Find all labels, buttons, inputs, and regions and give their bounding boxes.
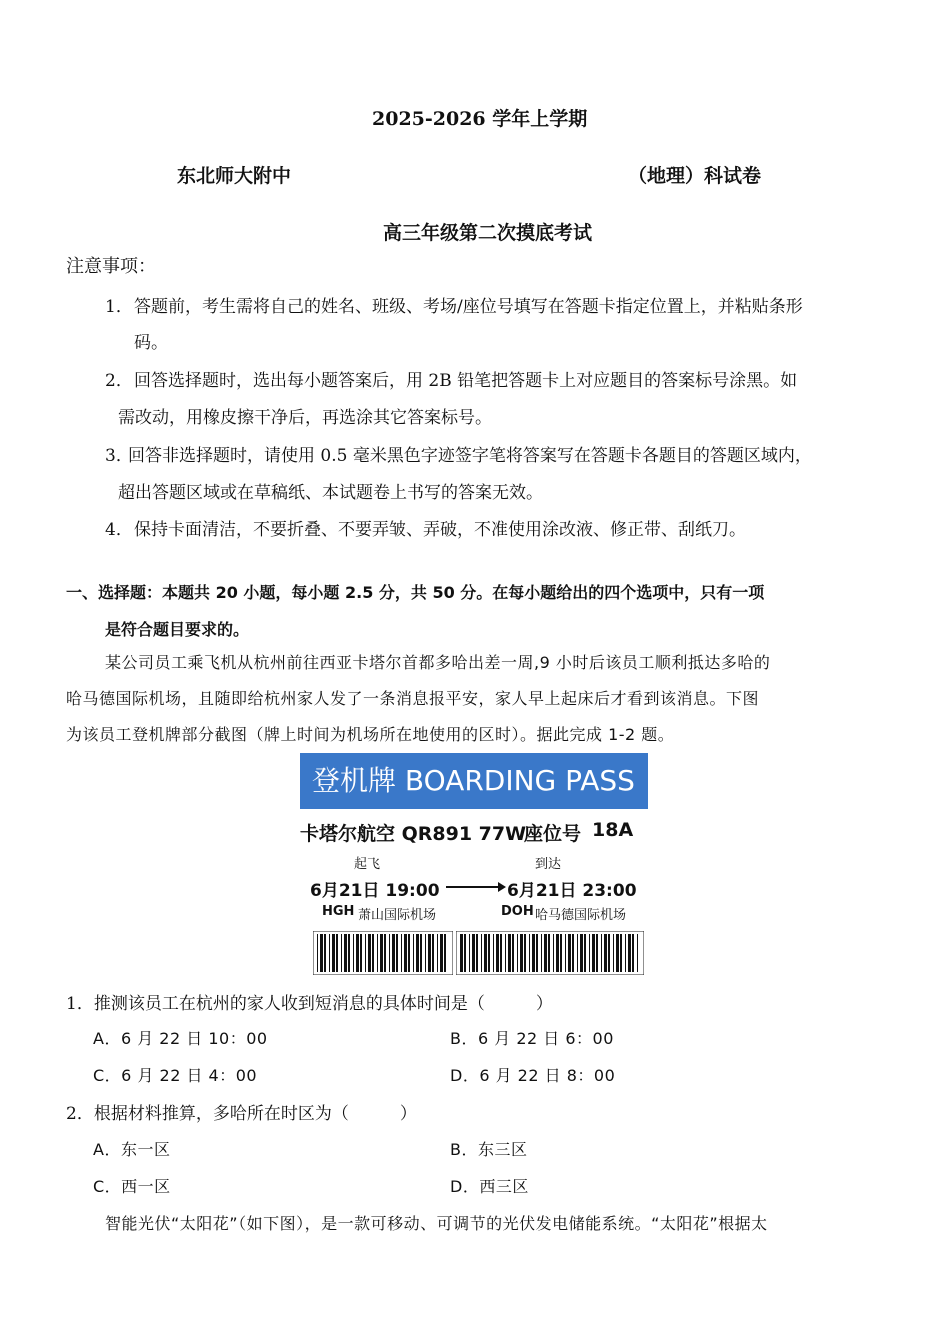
barcode-stripe	[500, 934, 502, 972]
notice-text: 保持卡面清洁，不要折叠、不要弄皱、弄破，不准使用涂改液、修正带、刮纸刀。	[134, 520, 746, 540]
arrow-right-icon	[444, 880, 506, 894]
notice-number: 4．	[105, 520, 133, 540]
depart-airport: 萧山国际机场	[358, 908, 437, 923]
notice-text: 答题前，考生需将自己的姓名、班级、考场/座位号填写在答题卡指定位置上，并粘贴条形	[134, 297, 803, 317]
barcode-stripe	[577, 934, 578, 972]
barcode-stripe	[568, 934, 571, 972]
barcode-stripe	[517, 934, 518, 972]
barcode-stripe	[536, 934, 538, 972]
barcode-stripe	[541, 934, 542, 972]
section-heading: 一、选择题：本题共 20 小题，每小题 2.5 分，共 50 分。在每小题给出的四个选项中，只有一项	[66, 583, 765, 602]
barcode-stripe	[348, 934, 350, 972]
barcode-stripe	[580, 934, 583, 972]
barcode-stripe	[317, 934, 318, 972]
option-a[interactable]: A．东一区	[93, 1140, 171, 1159]
flight-number: 卡塔尔航空 QR891 77W	[300, 823, 527, 845]
arrive-time: 6月21日 23:00	[507, 881, 637, 901]
arrive-code: DOH	[501, 904, 534, 919]
barcode-stripe	[596, 934, 598, 972]
barcode-stripe	[437, 934, 438, 972]
notice-text: 回答选择题时，选出每小题答案后，用 2B 铅笔把答题卡上对应题目的答案标号涂黑。如	[134, 371, 798, 391]
question-stem: 1．推测该员工在杭州的家人收到短消息的具体时间是（ ）	[66, 994, 553, 1014]
barcode-stripe	[372, 934, 374, 972]
barcode-stripe	[608, 934, 610, 972]
barcode-stripe	[420, 934, 422, 972]
exam-name: 高三年级第二次摸底考试	[383, 222, 593, 244]
barcode-stripe	[637, 934, 638, 972]
barcode-stripe	[401, 934, 402, 972]
boarding-pass-title: 登机牌 BOARDING PASS	[300, 753, 648, 809]
depart-time: 6月21日 19:00	[310, 881, 440, 901]
barcode-stripe	[324, 934, 326, 972]
barcode-stripe	[344, 934, 347, 972]
barcode-stripe	[493, 934, 494, 972]
option-b[interactable]: B．6 月 22 日 6：00	[450, 1029, 614, 1048]
barcode-stripe	[604, 934, 607, 972]
barcode-stripe	[616, 934, 619, 972]
barcode-stripe	[532, 934, 535, 972]
barcode-stripe	[548, 934, 550, 972]
notice-text: 需改动，用橡皮擦干净后，再选涂其它答案标号。	[118, 408, 492, 428]
notice-number: 3．	[105, 446, 133, 466]
barcode-stripe	[572, 934, 574, 972]
barcode-stripe	[472, 934, 475, 972]
barcode-stripe	[408, 934, 410, 972]
barcode-stripe	[628, 934, 631, 972]
barcode-stripe	[553, 934, 554, 972]
option-d[interactable]: D．西三区	[450, 1177, 529, 1196]
barcode-stripe	[396, 934, 398, 972]
option-c[interactable]: C．西一区	[93, 1177, 171, 1196]
barcode-stripe	[389, 934, 390, 972]
option-c[interactable]: C．6 月 22 日 4：00	[93, 1066, 258, 1085]
option-a[interactable]: A．6 月 22 日 10：00	[93, 1029, 268, 1048]
barcode-stripe	[560, 934, 562, 972]
barcode-stripe	[392, 934, 395, 972]
barcode-stripe	[336, 934, 338, 972]
arrive-label: 到达	[535, 857, 562, 872]
option-d[interactable]: D．6 月 22 日 8：00	[450, 1066, 616, 1085]
barcode-stripe	[584, 934, 586, 972]
barcode-stripe	[496, 934, 499, 972]
barcode-stripe	[592, 934, 595, 972]
barcode-stripe	[508, 934, 511, 972]
barcode-stripe	[632, 934, 634, 972]
barcode-stripe	[353, 934, 354, 972]
depart-code: HGH	[322, 904, 355, 919]
barcode-stripe	[460, 934, 463, 972]
barcode-stripe	[512, 934, 514, 972]
barcode-stripe	[565, 934, 566, 972]
barcode-stripe	[625, 934, 626, 972]
barcode-stripe	[464, 934, 466, 972]
barcode-stripe	[505, 934, 506, 972]
barcode-stripe	[425, 934, 426, 972]
notice-text: 回答非选择题时，请使用 0.5 毫米黑色字迹签字笔将答案写在答题卡各题目的答题区域内，	[128, 446, 812, 466]
barcode-stripe	[413, 934, 414, 972]
notice-title: 注意事项：	[66, 256, 156, 277]
passage-line: 智能光伏“太阳花”（如下图），是一款可移动、可调节的光伏发电储能系统。“太阳花”根据太	[105, 1214, 768, 1233]
barcode-stripe	[484, 934, 487, 972]
barcode-right	[456, 931, 644, 975]
notice-text: 超出答题区域或在草稿纸、本试题卷上书写的答案无效。	[118, 483, 543, 503]
barcode-stripe	[404, 934, 407, 972]
notice-text: 码。	[134, 333, 168, 353]
barcode-stripe	[365, 934, 366, 972]
barcode-stripe	[384, 934, 386, 972]
seat-number: 18A	[592, 819, 634, 841]
question-stem: 2．根据材料推算，多哈所在时区为（ ）	[66, 1104, 417, 1124]
barcode-left	[313, 931, 453, 975]
barcode-stripe	[589, 934, 590, 972]
section-heading-cont: 是符合题目要求的。	[105, 620, 250, 639]
barcode-stripe	[488, 934, 490, 972]
notice-number: 2．	[105, 371, 133, 391]
barcode-stripe	[341, 934, 342, 972]
notice-number: 1．	[105, 297, 133, 317]
barcode-stripe	[556, 934, 559, 972]
barcode-stripe	[444, 934, 446, 972]
barcode-stripe	[329, 934, 330, 972]
barcode-stripe	[440, 934, 443, 972]
school-name: 东北师大附中	[177, 165, 292, 187]
passage-line: 为该员工登机牌部分截图（牌上时间为机场所在地使用的区时）。据此完成 1-2 题。	[66, 725, 675, 744]
depart-label: 起飞	[354, 857, 381, 872]
option-b[interactable]: B．东三区	[450, 1140, 528, 1159]
barcode-stripe	[428, 934, 431, 972]
barcode-stripe	[524, 934, 526, 972]
barcode-stripe	[332, 934, 335, 972]
barcode-stripe	[380, 934, 383, 972]
barcode-stripe	[356, 934, 359, 972]
barcode-stripe	[368, 934, 371, 972]
passage-line: 某公司员工乘飞机从杭州前往西亚卡塔尔首都多哈出差一周,9 小时后该员工顺利抵达多哈的	[105, 653, 771, 672]
year-title: 2025-2026 学年上学期	[372, 108, 588, 130]
barcode-stripe	[469, 934, 470, 972]
barcode-stripe	[360, 934, 362, 972]
barcode-stripe	[432, 934, 434, 972]
seat-label: 座位号	[524, 823, 582, 845]
barcode-stripe	[520, 934, 523, 972]
barcode-stripe	[481, 934, 482, 972]
barcode-stripe	[476, 934, 478, 972]
passage-line: 哈马德国际机场，且随即给杭州家人发了一条消息报平安，家人早上起床后才看到该消息。下图	[66, 689, 760, 708]
arrive-airport: 哈马德国际机场	[535, 908, 627, 923]
barcode-stripe	[320, 934, 323, 972]
subject-label: （地理）科试卷	[628, 165, 762, 187]
barcode-stripe	[601, 934, 602, 972]
barcode-stripe	[544, 934, 547, 972]
barcode-stripe	[613, 934, 614, 972]
barcode-stripe	[416, 934, 419, 972]
barcode-stripe	[620, 934, 622, 972]
barcode-stripe	[377, 934, 378, 972]
barcode-stripe	[529, 934, 530, 972]
